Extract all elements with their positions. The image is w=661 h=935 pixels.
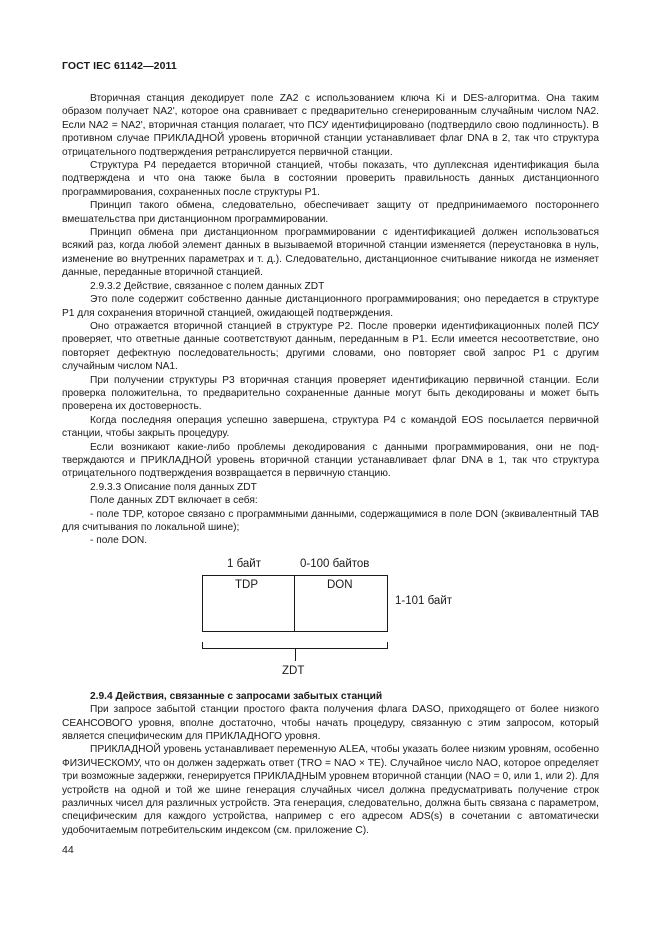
don-label: DON xyxy=(327,578,353,591)
paragraph: Структура Р4 передается вторичной станцией, чтобы показать, что дуплексная идентификация была подтверждена и что она также была в состоянии проверить правильность данных дистанционного программирования, сохраненных после структуры Р1. xyxy=(62,160,599,198)
label-zdt: ZDT xyxy=(282,664,305,677)
bracket-left-tick xyxy=(202,642,203,649)
tdp-cell xyxy=(202,575,295,632)
paragraph: Поле данных ZDT включает в себя: xyxy=(90,495,258,507)
bracket-center-stem xyxy=(295,648,296,661)
bracket-right-tick xyxy=(387,642,388,649)
label-0-100-bytes: 0-100 байтов xyxy=(300,557,370,570)
paragraph: Оно отражается вторичной станцией в структуре Р2. После проверки идентификационных полей ПСУ проверяет, что ответные данные соответствуют данным, переданным в Р1. Если имеется несоответствие, оно повторяет дефектную последовательность; другими словами, оно повторяет свой запрос Р1 с другим случайным числом NA1. xyxy=(62,320,599,373)
paragraph: Принцип такого обмена, следовательно, обеспечивает защиту от предпринимаемого постороннего вмешательства при дистанционном программировании. xyxy=(62,200,599,225)
subsection-heading: 2.9.3.3 Описание поля данных ZDT xyxy=(90,481,257,493)
zdt-field-diagram xyxy=(62,548,599,690)
document-body xyxy=(62,92,599,837)
subsection-heading: 2.9.3.2 Действие, связанное с полем данных ZDT xyxy=(90,280,325,292)
page-number: 44 xyxy=(62,844,74,856)
paragraph: Если возникают какие-либо проблемы декодирования с данными программирования, они не подтверждаются и ПРИКЛАДНОЙ уровень вторичной станции устанавливает флаг DNA в 1, так что структура отрицательного подтверждения возвращается в первичную станцию. xyxy=(62,441,599,480)
paragraph: Вторичная станция декодирует поле ZA2 с использованием ключа Ki и DES-алгоритма. Она таким образом получает NA2', которое она сравнивает с предварительно сгенерированным случайным числом NA2. Если NA2 = NA2', вторичная станция полагает, что ПСУ идентифицировано (подтвердило свою подлинность). В противном случае ПРИКЛАДНОЙ уровень вторичной станции устанавливает флаг DNA в 2, так что структура отрицательного подтверждения ретранслируется первичной станции. xyxy=(62,93,599,158)
paragraph: Принцип обмена при дистанционном программировании с идентификацией должен использоваться всякий раз, когда любой элемент данных в вызываемой вторичной станции изменяется (переустановка в нуль, изменение во внутренних параметрах и т. д.). Следовательно, дистанционное считывание никогда не изменяет данные, переданные вторичной станцией. xyxy=(62,227,599,279)
list-item: - поле DON. xyxy=(90,535,148,547)
paragraph: Когда последняя операция успешно завершена, структура Р4 с командой EOS посылается первичной станции, чтобы закрыть процедуру. xyxy=(62,414,599,440)
tdp-label: TDP xyxy=(235,578,258,591)
paragraph: ПРИКЛАДНОЙ уровень устанавливает переменную ALEA, чтобы указать более низким уровням, особенно ФИЗИЧЕСКОМУ, что он должен задержать ответ (TRO = NAO × TE). Случайное число NAO, которое определяет три возможные задержки, генерируется ПРИКЛАДНЫМ уровнем вторичной станции (NAO = 0, или 1, или 2). Для устройств на одной и той же шине генерация случайных чисел должна предусматривать получение строк различных чисел для различных устройств. Эта генерация, следовательно, должна быть связана с параметром, специфическим для каждого устройства, например с его адресом ADS(s) в сочетании с автоматически удобочитаемым потребительским индексом (см. приложение С). xyxy=(62,744,599,836)
don-cell xyxy=(294,575,388,632)
paragraph: Это поле содержит собственно данные дистанционного программирования; оно передается в структуре Р1 для сохранения вторичной станцией, ожидающей подтверждения. xyxy=(62,294,599,319)
page-header: ГОСТ IEC 61142—2011 xyxy=(62,60,177,72)
paragraph: При запросе забытой станции простого факта получения флага DASO, приходящего от более низкого СЕАНСОВОГО уровня, вполне достаточно, чтобы начать процедуру, связанную с этим запросом, который является специфическим для ПРИКЛАДНОГО уровня. xyxy=(62,704,599,743)
label-1-byte: 1 байт xyxy=(227,557,262,570)
section-heading: 2.9.4 Действия, связанные с запросами забытых станций xyxy=(90,690,383,702)
label-1-101-bytes: 1-101 байт xyxy=(395,594,453,607)
paragraph: При получении структуры Р3 вторичная станция проверяет идентификацию первичной станции. Если проверка положительна, то предварительно сохраненные данные могут быть декодированы и может быть проверена их достоверность. xyxy=(62,374,599,413)
list-item: - поле TDP, которое связано с программными данными, содержащимися в поле DON (эквивалентный TAB для считывания по локальной шине); xyxy=(62,508,599,533)
